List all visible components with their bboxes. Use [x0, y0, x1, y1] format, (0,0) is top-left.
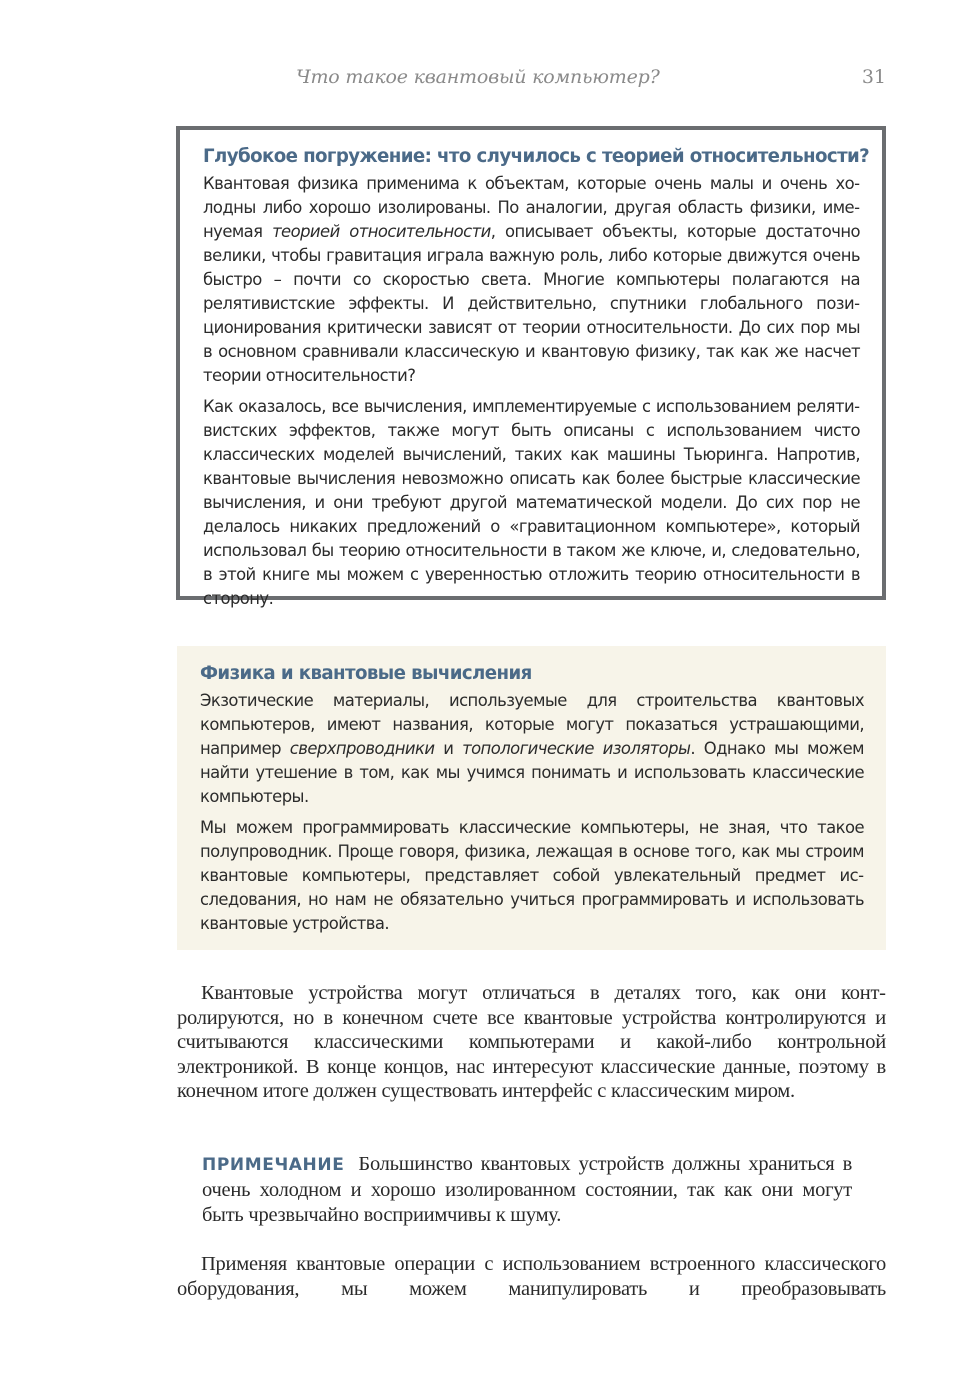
note-text: Большинство квантовых устройств должны храниться в очень холодном и хорошо изолированном состоянии, так как они могут быть чрезвычайно восприимчивы к шуму. — [202, 1153, 852, 1226]
text-run: и — [434, 739, 463, 758]
deep-dive-title: Глубокое погружение: что случилось с теорией относительности? — [203, 146, 870, 167]
running-head — [176, 66, 886, 94]
deep-dive-paragraph-2: Как оказалось, все вычисления, имплементируемые с использованием релятивистских эффектов, также могут быть описаны с использованием чисто классических моделей вычислений, таких как машины Тьюринга. Напротив, квантовые вычисления невозможно описать как более быстрые классические вычисления, и они требуют другой математической модели. До сих пор не делалось никаких предложений о «гравитационном компьютере», который использовал бы теорию относительности в таком же ключе, и, следовательно, в этой книге мы можем с уверенностью отложить теорию относительности в сторону. — [203, 397, 860, 608]
body-paragraph-1 — [177, 981, 886, 1104]
sidebar-paragraph-2: Мы можем программировать классические компьютеры, не зная, что такое полупроводник. Проще говоря, физика, лежащая в основе того, как мы строим квантовые компьютеры, представляет собой увлекательный предмет исследования, но нам не обязательно учиться программировать и использовать квантовые устройства. — [200, 818, 864, 933]
body-paragraph-text: Квантовые устройства могут отличаться в деталях того, как они контролируются, но в конечном счете все квантовые устройства контролируются и считываются классическими компьютерами и какой-либо контрольной электроникой. В конце концов, нас интересуют классические данные, поэтому в конечном итоге должен существовать интерфейс с классическим миром. — [177, 982, 886, 1102]
emphasis-term: топологические изоляторы — [462, 739, 691, 758]
note-label: ПРИМЕЧАНИЕ — [202, 1155, 345, 1175]
sidebar-box — [177, 646, 886, 950]
body-paragraph-text: Применяя квантовые операции с использованием встроенного классического оборудования, мы можем манипулировать и преобразовывать — [177, 1253, 886, 1300]
sidebar-paragraph-1 — [200, 689, 864, 809]
emphasis-term: сверхпроводники — [289, 739, 435, 758]
sidebar-title: Физика и квантовые вычисления — [200, 663, 532, 684]
text-run: . Однако мы можем найти утешение в том, как мы учимся понимать и использовать классические компьютеры. — [200, 739, 864, 806]
deep-dive-paragraph-1 — [203, 172, 860, 388]
note-block — [202, 1152, 852, 1228]
chapter-title: Что такое квантовый компьютер? — [296, 66, 660, 88]
text-run: Квантовая физика применима к объектам, которые очень малы и очень холодны либо хорошо изолированы. По аналогии, другая область физики, именуемая — [203, 174, 860, 241]
body-paragraph-2 — [177, 1252, 886, 1301]
text-run: , описывает объекты, которые достаточно велики, чтобы гравитация играла важную роль, либо которые движутся очень быстро – почти со скоростью света. Многие компьютеры полагаются на релятивистские эффекты. И действительно, спутники глобального позиционирования критически зависят от теории относительности. До сих пор мы в основном сравнивали классическую и квантовую физику, так как же насчет теории относительности? — [203, 222, 860, 385]
deep-dive-box — [176, 126, 886, 608]
emphasis-term: теорией относительности — [272, 222, 491, 241]
page-number: 31 — [861, 66, 886, 88]
text-run: Экзотические материалы, используемые для строительства квантовых компьютеров, имеют названия, которые могут показаться устрашающими, например — [200, 691, 864, 758]
